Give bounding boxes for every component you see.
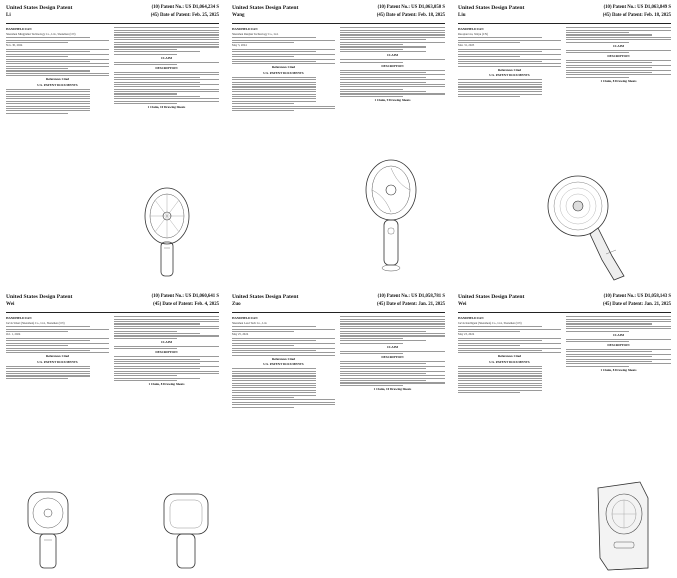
patent-inventor: Wei <box>6 302 15 307</box>
patent-header <box>458 5 671 24</box>
patent-header <box>6 5 219 24</box>
description-heading: DESCRIPTION <box>607 343 630 348</box>
documents-heading: U.S. PATENT DOCUMENTS <box>263 362 304 367</box>
left-column <box>6 26 109 115</box>
fan-drawing <box>344 154 439 279</box>
left-column <box>6 315 109 380</box>
patent-org: United States Design Patent <box>6 294 73 300</box>
patent-date: (45) Date of Patent: Feb. 18, 2025 <box>602 13 671 18</box>
description-heading: DESCRIPTION <box>155 350 178 355</box>
description-heading: DESCRIPTION <box>607 54 630 59</box>
claim-heading: CLAIM <box>161 55 172 60</box>
patent-inventor: Li <box>6 13 11 18</box>
filed-date: May 23, 2024 <box>458 332 475 337</box>
patent-org: United States Design Patent <box>458 294 525 300</box>
sheets-count: 1 Claim, 8 Drawing Sheets <box>600 367 637 372</box>
patent-inventor: Wang <box>232 13 245 18</box>
patent-number: (10) Patent No.: US D1,058,143 S <box>603 294 671 299</box>
patent-title: HANDHELD FAN <box>6 316 32 320</box>
claim-heading: CLAIM <box>387 53 398 58</box>
patent-number: (10) Patent No.: US D1,063,050 S <box>377 5 445 10</box>
left-column <box>458 315 561 395</box>
description-heading: DESCRIPTION <box>381 355 404 360</box>
applicant: Shenzhen Runjian Technology Co., Ltd. <box>232 31 279 36</box>
sheets-count: 1 Claim, 10 Drawing Sheets <box>373 386 412 391</box>
references-heading: References Cited <box>271 356 296 361</box>
description-heading: DESCRIPTION <box>381 63 404 68</box>
patent-title: HANDHELD FAN <box>458 316 484 320</box>
sheets-count: 1 Claim, 8 Drawing Sheets <box>600 78 637 83</box>
claim-heading: CLAIM <box>613 332 624 337</box>
right-column <box>340 26 445 104</box>
fan-drawing <box>528 164 638 284</box>
patent-org: United States Design Patent <box>6 5 73 11</box>
patent-card <box>229 3 448 286</box>
filed-date: May 3, 2024 <box>232 43 247 48</box>
patent-number: (10) Patent No.: US D1,064,234 S <box>151 5 219 10</box>
right-column <box>566 315 671 373</box>
applicant: Shenzhen Lead Tech Co., Ltd. <box>232 320 267 325</box>
patent-header <box>232 5 445 24</box>
sheets-count: 1 Claim, 8 Drawing Sheets <box>148 382 185 387</box>
patent-title: HANDHELD FAN <box>232 316 258 320</box>
documents-heading: U.S. PATENT DOCUMENTS <box>263 70 304 75</box>
patent-card <box>229 292 448 575</box>
references-heading: References Cited <box>497 354 522 359</box>
description-heading: DESCRIPTION <box>155 66 178 71</box>
patent-number: (10) Patent No.: US D1,060,641 S <box>151 294 219 299</box>
patent-number: (10) Patent No.: US D1,058,781 S <box>377 294 445 299</box>
patent-inventor: Zuo <box>232 302 241 307</box>
fan-drawing <box>578 478 668 573</box>
claim-heading: CLAIM <box>613 43 624 48</box>
patent-title: HANDHELD FAN <box>6 27 32 31</box>
references-heading: References Cited <box>45 354 70 359</box>
sheets-count: 1 Claim, 10 Drawing Sheets <box>147 105 186 110</box>
filed-date: Nov. 30, 2024 <box>6 43 23 48</box>
patent-card <box>455 3 674 286</box>
patent-date: (45) Date of Patent: Feb. 25, 2025 <box>150 13 219 18</box>
references-heading: References Cited <box>271 65 296 70</box>
applicant: Shenzhen Mingjiahui Technology Co., Ltd., Shenzhen (CN) <box>6 31 76 36</box>
patent-org: United States Design Patent <box>458 5 525 11</box>
patent-number: (10) Patent No.: US D1,063,849 S <box>603 5 671 10</box>
claim-heading: CLAIM <box>161 339 172 344</box>
patent-date: (45) Date of Patent: Jan. 21, 2025 <box>603 302 671 307</box>
sheets-count: 1 Claim, 9 Drawing Sheets <box>374 97 411 102</box>
patent-card <box>3 3 222 286</box>
left-column <box>232 315 335 409</box>
patent-card <box>3 292 222 575</box>
right-column <box>566 26 671 84</box>
applicant: Jarvis Intelligent (Shenzhen) Co., Ltd., Shenzhen (CN) <box>458 320 522 325</box>
applicant: Ruoqian Liu, Xinyu (CN) <box>458 31 488 36</box>
patent-title: HANDHELD FAN <box>458 27 484 31</box>
patent-date: (45) Date of Patent: Feb. 4, 2025 <box>153 302 219 307</box>
patent-title: HANDHELD FAN <box>232 27 258 31</box>
documents-heading: U.S. PATENT DOCUMENTS <box>489 359 530 364</box>
right-column <box>114 315 219 388</box>
patent-header <box>232 294 445 313</box>
applicant: Jarvis Smart (Shenzhen) Co., Ltd., Shenzhen (CN) <box>6 320 65 325</box>
claim-heading: CLAIM <box>387 344 398 349</box>
patent-org: United States Design Patent <box>232 294 299 300</box>
references-heading: References Cited <box>45 77 70 82</box>
right-column <box>114 26 219 111</box>
left-column <box>458 26 561 98</box>
documents-heading: U.S. PATENT DOCUMENTS <box>37 359 78 364</box>
filed-date: May 25, 2024 <box>232 332 249 337</box>
patent-header <box>6 294 219 313</box>
fan-drawing <box>122 182 212 280</box>
patent-card <box>455 292 674 575</box>
patent-header <box>458 294 671 313</box>
patent-inventor: Liu <box>458 13 466 18</box>
fan-drawing <box>18 488 78 573</box>
left-column <box>232 26 335 113</box>
patent-date: (45) Date of Patent: Feb. 18, 2025 <box>376 13 445 18</box>
patent-org: United States Design Patent <box>232 5 299 11</box>
documents-heading: U.S. PATENT DOCUMENTS <box>489 73 530 78</box>
documents-heading: U.S. PATENT DOCUMENTS <box>37 82 78 87</box>
fan-drawing <box>156 488 216 573</box>
filed-date: Mar. 31, 2023 <box>458 43 475 48</box>
patent-inventor: Wei <box>458 302 467 307</box>
patent-date: (45) Date of Patent: Jan. 21, 2025 <box>377 302 445 307</box>
right-column <box>340 315 445 393</box>
filed-date: Oct. 1, 2024 <box>6 332 21 337</box>
references-heading: References Cited <box>497 67 522 72</box>
